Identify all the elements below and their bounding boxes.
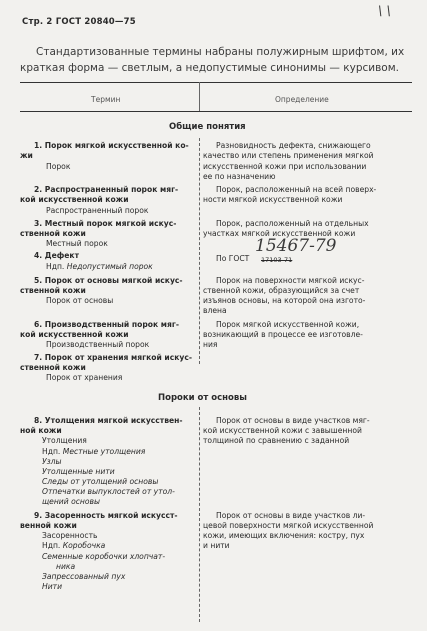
- term-9-syn-3: Запрессованный пух: [42, 572, 126, 581]
- term-9-syn-4: Нити: [42, 582, 63, 591]
- def-8-line-2: кой искусственной кожи с завышенной: [203, 426, 362, 435]
- term-6: 6. Производственный порок мяг-: [34, 320, 180, 329]
- def-6-line-1: Порок мягкой искусственной кожи,: [216, 320, 360, 329]
- term-7-short: Порок от хранения: [46, 373, 123, 382]
- def-1-line-4: ее по назначению: [203, 172, 276, 181]
- ndp-prefix: Ндп.: [46, 262, 65, 271]
- column-header-definition: Определение: [275, 95, 329, 104]
- ndp-term: Коробочка: [62, 541, 106, 550]
- table-top-rule: [20, 82, 412, 83]
- term-3: 3. Местный порок мягкой искус-: [34, 219, 177, 228]
- term-6-cont: кой искусственной кожи: [20, 330, 129, 339]
- term-1-cont: жи: [20, 151, 33, 160]
- def-9-line-1: Порок от основы в виде участков ли-: [216, 511, 366, 520]
- term-4: 4. Дефект: [34, 251, 79, 260]
- ndp-term: Недопустимый порок: [66, 262, 153, 271]
- ndp-prefix: Ндп.: [42, 447, 61, 456]
- term-5-short: Порок от основы: [46, 296, 114, 305]
- term-3-short: Местный порок: [46, 239, 108, 248]
- def-1-line-3: искусственной кожи при использовании: [203, 162, 367, 171]
- ndp-term: Местные утолщения: [62, 447, 146, 456]
- term-2-short: Распространенный порок: [46, 206, 149, 215]
- intro-line-1: Стандартизованные термины набраны полужирным шрифтом, их: [36, 46, 405, 58]
- term-9-ndp: [42, 541, 105, 551]
- term-4-ndp: [46, 262, 153, 272]
- term-8-syn-2: Утолщенные нити: [42, 467, 115, 476]
- term-3-cont: ственной кожи: [20, 229, 86, 238]
- ndp-prefix: Ндп.: [42, 541, 61, 550]
- term-2: 2. Распространенный порок мяг-: [34, 185, 179, 194]
- def-2-line-2: ности мягкой искусственной кожи: [203, 195, 343, 204]
- term-8-syn-3: Следы от утолщений основы: [42, 477, 159, 486]
- handwritten-standard-number: 15467-79: [255, 236, 337, 256]
- def-5-line-2: ственной кожи, образующийся за счет: [203, 286, 360, 295]
- intro-line-2: краткая форма — светлым, а недопустимые синонимы — курсивом.: [20, 62, 399, 74]
- def-1-line-1: Разновидность дефекта, снижающего: [216, 141, 371, 150]
- term-8-ndp: [42, 447, 145, 457]
- term-8-syn-5: щений основы: [42, 497, 100, 506]
- def-9-line-3: кожи, имеющих включения: костру, пух: [203, 531, 365, 540]
- column-divider-base: [199, 407, 200, 622]
- def-5-line-4: влена: [203, 306, 227, 315]
- section-title-general: Общие понятия: [169, 122, 246, 132]
- struck-standard-number: 17103-71: [261, 256, 293, 264]
- def-8-line-1: Порок от основы в виде участков мяг-: [216, 416, 370, 425]
- term-1-short: Порок: [46, 162, 71, 171]
- def-9-line-2: цевой поверхности мягкой искусственной: [203, 521, 374, 530]
- term-9-syn-1: Семенные коробочки хлопчат-: [42, 552, 166, 561]
- term-5-cont: ственной кожи: [20, 286, 86, 295]
- term-1: 1. Порок мягкой искусственной ко-: [34, 141, 189, 150]
- term-9-short: Засоренность: [42, 531, 98, 540]
- corner-scribble: \ \: [378, 4, 391, 19]
- column-header-term: Термин: [91, 95, 121, 104]
- def-5-line-1: Порок на поверхности мягкой искус-: [216, 276, 365, 285]
- page-header: Стр. 2 ГОСТ 20840—75: [22, 17, 136, 27]
- def-4-prefix: По ГОСТ: [216, 254, 250, 263]
- column-divider-top: [199, 82, 200, 111]
- def-6-line-3: ния: [203, 340, 218, 349]
- term-8-cont: ной кожи: [20, 426, 62, 435]
- term-6-short: Производственный порок: [46, 340, 150, 349]
- term-5: 5. Порок от основы мягкой искус-: [34, 276, 183, 285]
- def-1-line-2: качество или степень применения мягкой: [203, 151, 374, 160]
- def-6-line-2: возникающий в процессе ее изготовле-: [203, 330, 363, 339]
- def-3-line-1: Порок, расположенный на отдельных: [216, 219, 369, 228]
- term-7-cont: ственной кожи: [20, 363, 86, 372]
- def-8-line-3: толщиной по сравнению с заданной: [203, 436, 350, 445]
- term-9-cont: венной кожи: [20, 521, 77, 530]
- term-8-syn-4: Отпечатки выпуклостей от утол-: [42, 487, 175, 496]
- term-9-syn-2: ника: [56, 562, 76, 571]
- column-divider-general: [199, 138, 200, 364]
- def-9-line-4: и нити: [203, 541, 230, 550]
- term-8-syn-1: Узлы: [42, 457, 62, 466]
- term-9: 9. Засоренность мягкой искусст-: [34, 511, 178, 520]
- term-2-cont: кой искусственной кожи: [20, 195, 129, 204]
- def-2-line-1: Порок, расположенный на всей поверх-: [216, 185, 377, 194]
- term-8: 8. Утолщения мягкой искусствен-: [34, 416, 183, 425]
- def-5-line-3: изъянов основы, на которой она изгото-: [203, 296, 366, 305]
- term-8-short: Утолщения: [42, 436, 87, 445]
- term-7: 7. Порок от хранения мягкой искус-: [34, 353, 193, 362]
- section-title-base: Пороки от основы: [158, 393, 247, 403]
- def-3-line-2: участках мягкой искусственной кожи: [203, 229, 356, 238]
- header-bottom-rule: [20, 111, 412, 112]
